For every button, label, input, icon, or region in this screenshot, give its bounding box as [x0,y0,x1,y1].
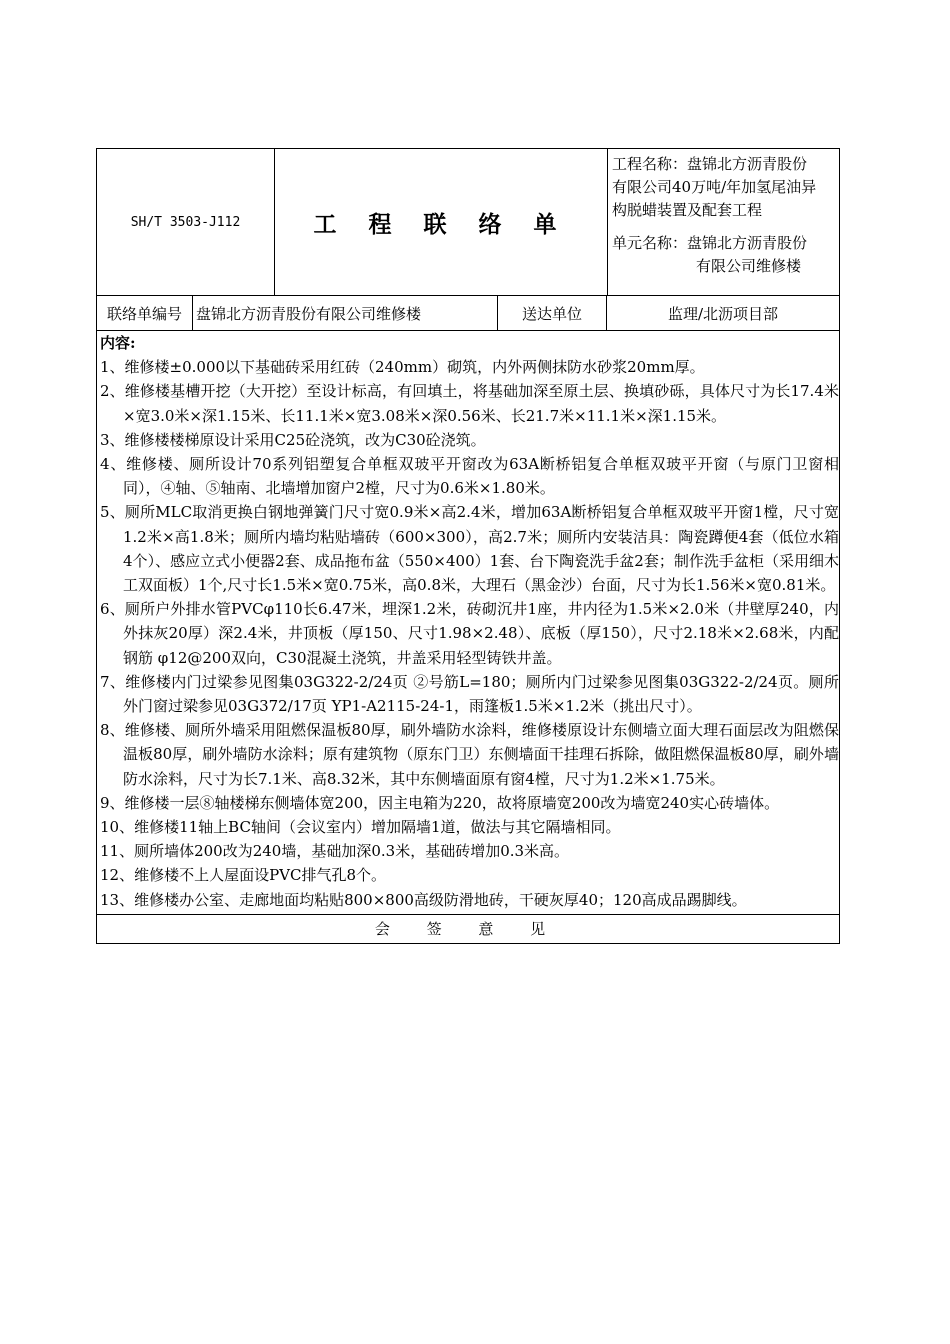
content-item: 3、维修楼楼梯原设计采用C25砼浇筑，改为C30砼浇筑。 [100,430,486,449]
content-item: 9、维修楼一层⑧轴楼梯东侧墙体宽200，因主电箱为220，故将原墙宽200改为墙宽240实心砖墙体。 [100,793,780,812]
form-title: 工 程 联 络 单 [275,149,608,295]
content-item: 8、维修楼、厕所外墙采用阻燃保温板80厚，刷外墙防水涂料，维修楼原设计东侧墙立面大理石面层改为阻燃保温板80厚，刷外墙防水涂料；原有建筑物（原东门卫）东侧墙面干挂理石拆除，做阻燃保温板80厚，刷外墙防水涂料，尺寸为长7.1米、高8.32米，其中东侧墙面原有窗4樘，尺寸为1.2米×1.75米。 [100,721,839,788]
recipient-label: 送达单位 [498,296,607,330]
content-item: 11、厕所墙体200改为240墙，基础加深0.3米，基础砖增加0.3米高。 [100,842,570,861]
content-item: 5、厕所MLC取消更换白钢地弹簧门尺寸宽0.9米×高2.4米，增加63A断桥铝复合单框双玻平开窗1樘，尺寸宽1.2米×高1.8米；厕所内墙均粘贴墙砖（600×300），高2.7米；厕所内安装洁具：陶瓷蹲便4套（低位水箱4个）、感应立式小便器2套、成品拖布盆（550×400）1套、台下陶瓷洗手盆2套；制作洗手盆柜（采用细木工双面板）1个,尺寸长1.5米×宽0.75米，高0.8米，大理石（黑金沙）台面，尺寸为长1.56米×宽0.81米。 [100,503,839,595]
number-label: 联络单编号 [97,296,193,330]
content-section [97,331,839,915]
content-item: 2、维修楼基槽开挖（大开挖）至设计标高，有回填土，将基础加深至原土层、换填砂砾，具体尺寸为长17.4米×宽3.0米×深1.15米、长11.1米×宽3.08米×深0.56米、长21.7米×11.1米×深1.15米。 [100,382,839,425]
content-item: 10、维修楼11轴上BC轴间（会议室内）增加隔墙1道，做法与其它隔墙相同。 [100,818,621,837]
number-value: 盘锦北方沥青股份有限公司维修楼 [193,296,498,330]
form-header [97,149,839,296]
content-item: 7、维修楼内门过梁参见图集03G322-2/24页 ②号筋L=180；厕所内门过梁参见图集03G322-2/24页。厕所外门窗过梁参见03G372/17页 YP1-A2115-24-1，雨篷板1.5米×1.2米（挑出尺寸）。 [100,672,839,716]
unit-name-line: 单元名称：盘锦北方沥青股份 [612,234,808,252]
content-item: 6、厕所户外排水管PVCφ110长6.47米，埋深1.2米，砖砌沉井1座，井内径为1.5米×2.0米（井壁厚240，内外抹灰20厚）深2.4米，井顶板（厚150、尺寸1.98×2.48）、底板（厚150），尺寸2.18米×2.68米，内配钢筋 φ12@200双向，C30混凝土浇筑，井盖采用轻型铸铁井盖。 [100,600,839,667]
content-item: 4、维修楼、厕所设计70系列铝塑复合单框双玻平开窗改为63A断桥铝复合单框双玻平开窗（与原门卫窗相同），④轴、⑤轴南、北墙增加窗户2樘，尺寸为0.6米×1.80米。 [100,455,839,498]
project-info [608,149,839,295]
project-name-line: 有限公司40万吨/年加氢尾油异 [612,178,817,196]
signoff-label: 会 签 意 见 [374,920,562,939]
standard-code: SH/T 3503-J112 [97,149,275,295]
contact-form [96,148,840,944]
content-item: 13、维修楼办公室、走廊地面均粘贴800×800高级防滑地砖，干硬灰厚40；120高成品踢脚线。 [100,890,747,909]
project-name-line: 构脱蜡装置及配套工程 [612,201,763,219]
content-item: 12、维修楼不上人屋面设PVC排气孔8个。 [100,866,387,885]
content-item: 1、维修楼±0.000以下基础砖采用红砖（240mm）砌筑，内外两侧抹防水砂浆20mm厚。 [100,358,705,377]
project-name-line: 工程名称：盘锦北方沥青股份 [612,155,808,173]
content-heading: 内容: [100,334,136,352]
info-row [97,296,839,331]
unit-name-line: 有限公司维修楼 [696,257,802,275]
recipient-value: 监理/北沥项目部 [667,304,779,323]
